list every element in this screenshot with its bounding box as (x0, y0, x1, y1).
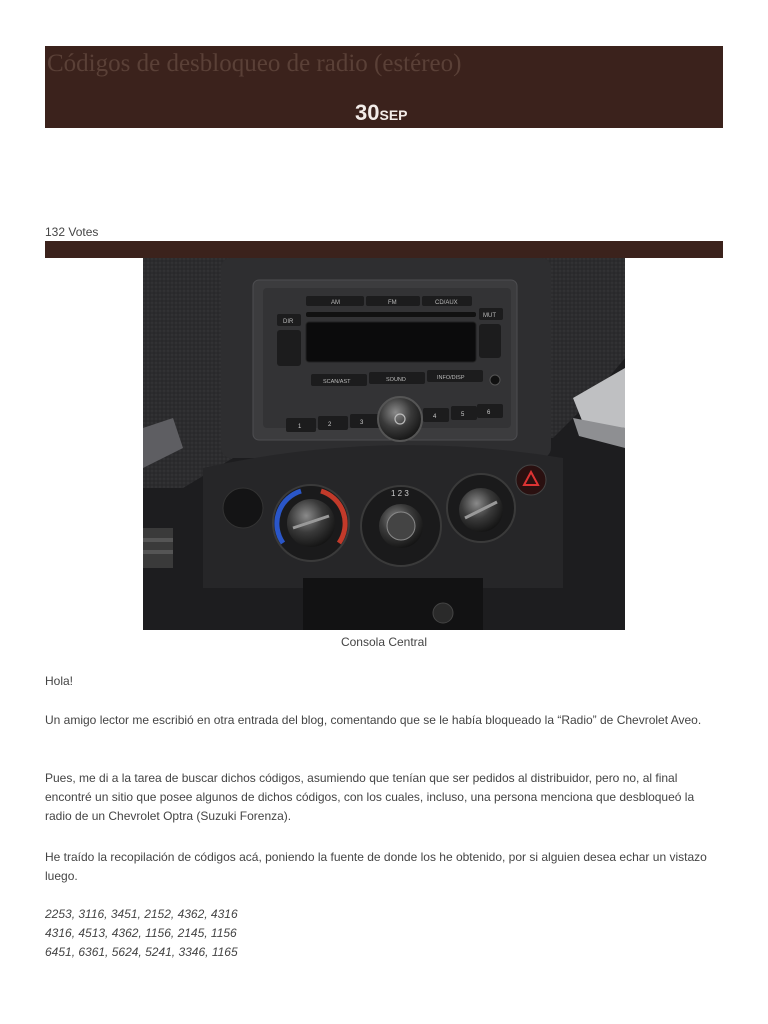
mute-button-label: MUT (483, 313, 496, 319)
sound-button-label: SOUND (386, 377, 406, 383)
info-button-label: INFO/DISP (437, 375, 465, 381)
photo-caption: Consola Central (340, 635, 428, 649)
post-title[interactable]: Códigos de desbloqueo de radio (estéreo) (47, 50, 462, 77)
preset-5-label: 5 (461, 412, 465, 418)
preset-4-label: 4 (433, 414, 437, 420)
am-button-label: AM (331, 300, 340, 306)
code-line: 4316, 4513, 4362, 1156, 2145, 1156 (45, 926, 237, 940)
paragraph-1: Un amigo lector me escribió en otra entrada del blog, comentando que se le había bloqueado la “Radio” de Chevrolet Aveo. (45, 713, 702, 727)
post-header (45, 46, 723, 128)
cd-aux-button-label: CD/AUX (435, 300, 458, 306)
post-date (355, 100, 408, 126)
greeting-text: Hola! (45, 674, 74, 688)
code-list (45, 905, 723, 962)
dir-button-label: DIR (283, 319, 294, 325)
fm-button-label: FM (388, 300, 397, 306)
svg-text:1 2 3: 1 2 3 (391, 489, 409, 498)
date-month: SEP (379, 107, 408, 123)
preset-2-label: 2 (328, 422, 332, 428)
code-line: 2253, 3116, 3451, 2152, 4362, 4316 (45, 907, 238, 921)
console-illustration (143, 258, 625, 630)
preset-3-label: 3 (360, 420, 364, 426)
paragraph-2: Pues, me di a la tarea de buscar dichos códigos, asumiendo que tenían que ser pedidos al distribuidor, pero no, al final encontré un sitio que posee algunos de dichos códigos, con los cuales, incluso, una persona menciona que desbloqueó la radio de un Chevrolet Optra (Suzuki Forenza). (45, 771, 695, 823)
preset-1-label: 1 (298, 424, 302, 430)
scan-button-label: SCAN/AST (323, 379, 351, 385)
center-console-photo (143, 258, 625, 630)
code-line: 6451, 6361, 5624, 5241, 3346, 1165 (45, 945, 238, 959)
date-day: 30 (355, 100, 380, 125)
preset-6-label: 6 (487, 410, 491, 416)
paragraph-3: He traído la recopilación de códigos acá, poniendo la fuente de donde los he obtenido, por si alguien desea echar un vistazo luego. (45, 850, 707, 883)
rating-bar (45, 241, 723, 258)
votes-count: 132 Votes (45, 225, 99, 239)
